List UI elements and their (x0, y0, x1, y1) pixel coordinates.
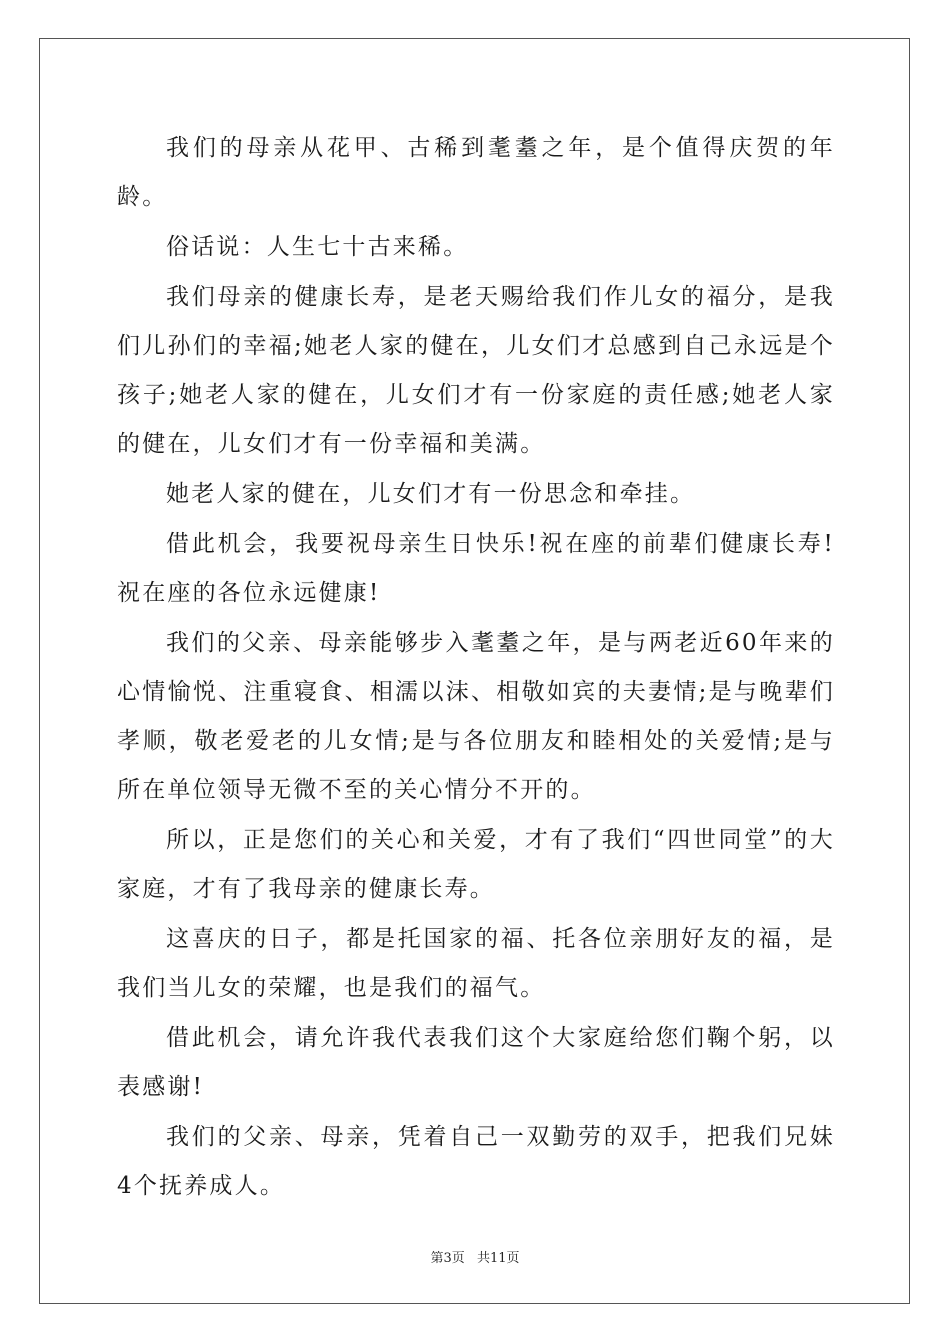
paragraph-9: 借此机会，请允许我代表我们这个大家庭给您们鞠个躬，以表感谢! (117, 1025, 835, 1100)
document-body (117, 124, 835, 1212)
paragraph-10: 我们的父亲、母亲，凭着自己一双勤劳的双手，把我们兄妹4个抚养成人。 (117, 1124, 835, 1199)
paragraph-8: 这喜庆的日子，都是托国家的福、托各位亲朋好友的福，是我们当儿女的荣耀，也是我们的福气。 (117, 926, 835, 1001)
page-total: 共11页 (476, 1251, 520, 1266)
paragraph-2: 俗话说：人生七十古来稀。 (166, 234, 469, 260)
paragraph-7: 所以，正是您们的关心和关爱，才有了我们“四世同堂”的大家庭，才有了我母亲的健康长寿。 (117, 827, 835, 902)
paragraph-4: 她老人家的健在，儿女们才有一份思念和牵挂。 (166, 481, 696, 507)
paragraph-6: 我们的父亲、母亲能够步入耄耋之年，是与两老近60年来的心情愉悦、注重寝食、相濡以沫、相敬如宾的夫妻情;是与晚辈们孝顺，敬老爱老的儿女情;是与各位朋友和睦相处的关爱情;是与所在单位领导无微不至的关心情分不开的。 (117, 630, 835, 803)
paragraph-3: 我们母亲的健康长寿，是老天赐给我们作儿女的福分，是我们儿孙们的幸福;她老人家的健在，儿女们才总感到自己永远是个孩子;她老人家的健在，儿女们才有一份家庭的责任感;她老人家的健在，儿女们才有一份幸福和美满。 (117, 284, 835, 457)
paragraph-5: 借此机会，我要祝母亲生日快乐!祝在座的前辈们健康长寿!祝在座的各位永远健康! (117, 531, 835, 606)
paragraph-1: 我们的母亲从花甲、古稀到耄耋之年，是个值得庆贺的年龄。 (117, 135, 835, 210)
page-footer (0, 1247, 950, 1266)
page-number: 第3页 (430, 1251, 465, 1266)
